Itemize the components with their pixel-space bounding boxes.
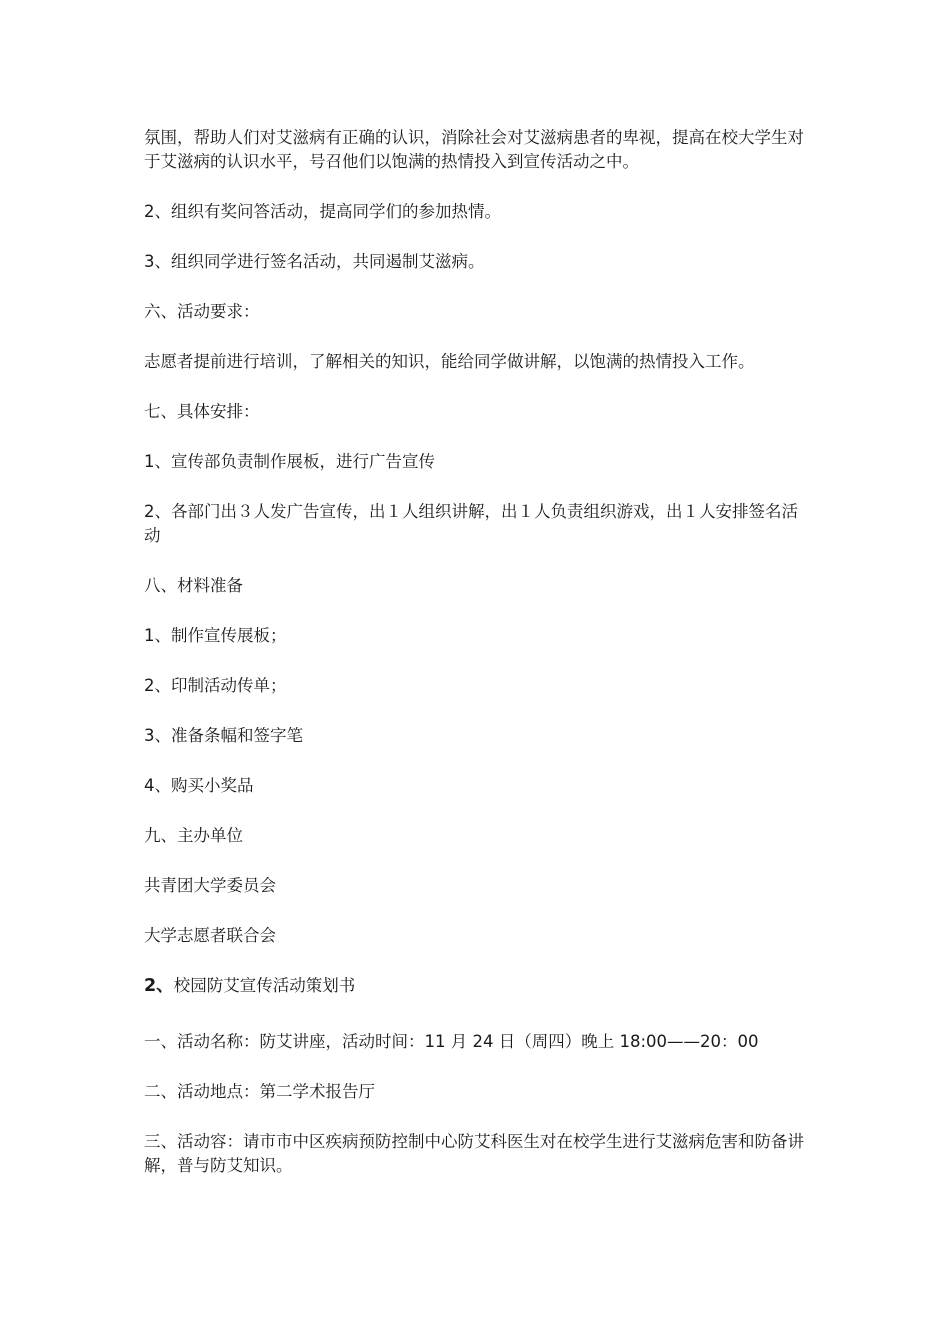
paragraph: 氛围，帮助人们对艾滋病有正确的认识，消除社会对艾滋病患者的卑视，提高在校大学生对于艾滋病的认识水平，号召他们以饱满的热情投入到宣传活动之中。 [144,128,804,171]
paragraph: 九、主办单位 [144,826,243,845]
paragraph: 大学志愿者联合会 [144,926,276,945]
section-title: 校园防艾宣传活动策划书 [173,976,356,995]
document-body [144,126,804,1204]
paragraph: 三、活动容：请市市中区疾病预防控制中心防艾科医生对在校学生进行艾滋病危害和防备讲解，普与防艾知识。 [144,1132,804,1175]
section-number: 2、 [144,976,174,996]
paragraph: 二、活动地点：第二学术报告厅 [144,1082,375,1101]
paragraph: 2、印制活动传单； [144,676,287,695]
paragraph: 志愿者提前进行培训，了解相关的知识，能给同学做讲解，以饱满的热情投入工作。 [144,352,755,371]
paragraph: 共青团大学委员会 [144,876,276,895]
paragraph: 1、宣传部负责制作展板，进行广告宣传 [144,452,435,471]
paragraph: 六、活动要求： [144,302,260,321]
paragraph: 1、制作宣传展板； [144,626,287,645]
paragraph: 3、组织同学进行签名活动，共同遏制艾滋病。 [144,252,485,271]
paragraph: 2、组织有奖问答活动，提高同学们的参加热情。 [144,202,501,221]
paragraph: 3、准备条幅和签字笔 [144,726,303,745]
paragraph: 一、活动名称：防艾讲座，活动时间：11 月 24 日（周四）晚上 18:00——20：00 [144,1032,759,1051]
paragraph: 七、具体安排： [144,402,260,421]
section-heading [144,974,804,998]
paragraph: 2、各部门出３人发广告宣传，出１人组织讲解，出１人负责组织游戏，出１人安排签名活动 [144,502,798,545]
paragraph: 4、购买小奖品 [144,776,254,795]
paragraph: 八、材料准备 [144,576,243,595]
